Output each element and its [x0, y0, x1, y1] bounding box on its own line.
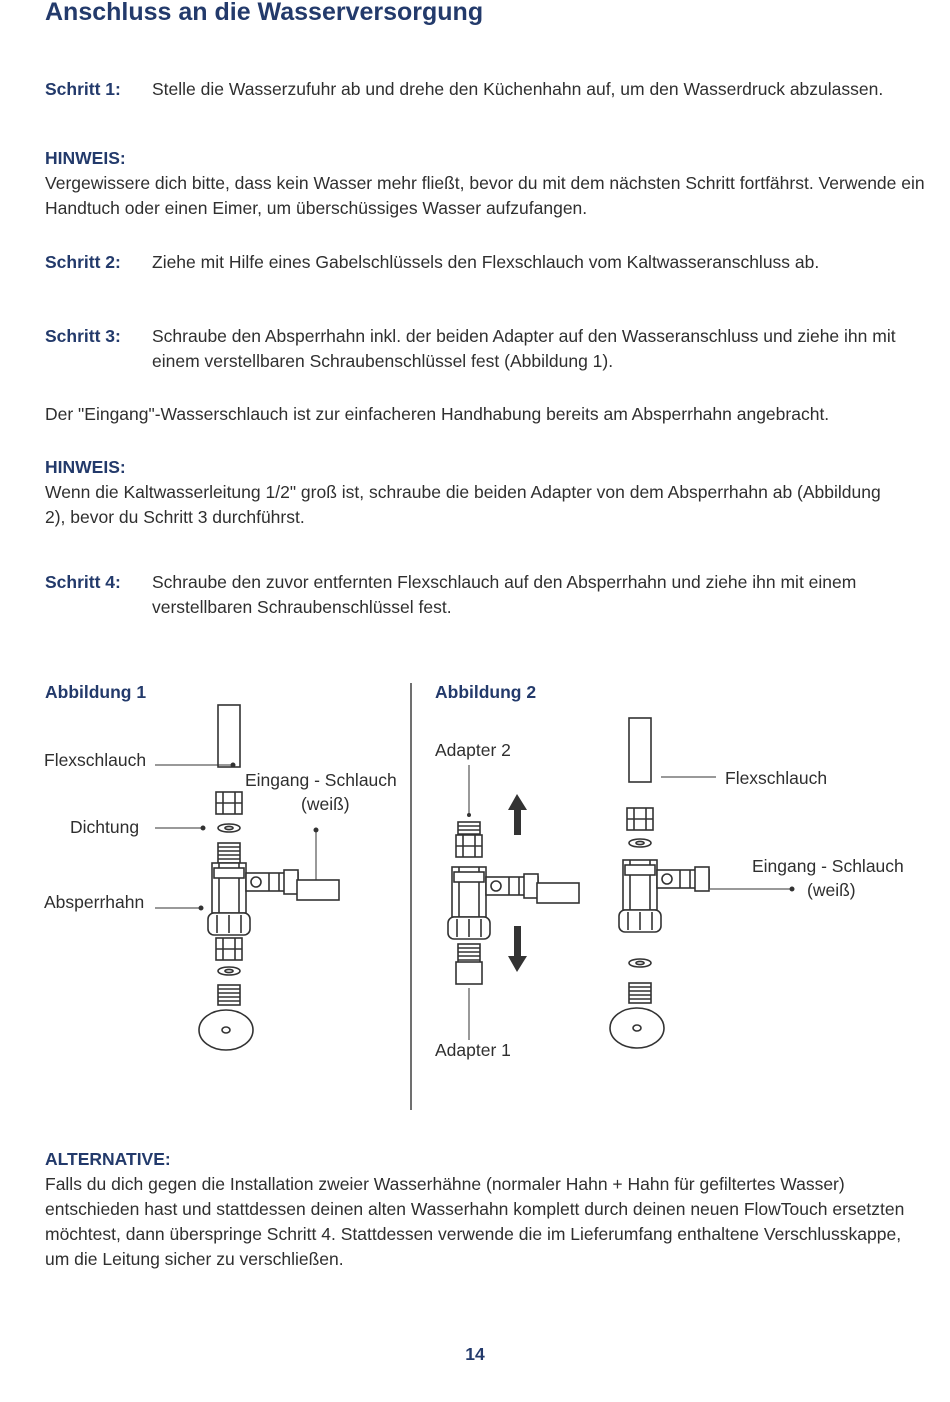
alternative-text: Falls du dich gegen die Installation zweier Wasserhähne (normaler Hahn + Hahn für gefiltertes Wasser) entschieden hast und stattdessen deinen alten Wasserhahn komplett durch deinen neuen FlowTouch ersetzten möchtest, dann überspringe Schritt 4. Stattdessen verwende die im Lieferumfang enthaltene Verschlusskappe, um die Leitung sicher zu verschließen. [45, 1174, 905, 1269]
figure-1-valve-label: Absperrhahn [44, 892, 145, 912]
figure-2-inlet-label-2: (weiß) [807, 880, 856, 900]
step-2-text: Ziehe mit Hilfe eines Gabelschlüssels den Flexschlauch vom Kaltwasseranschluss ab. [152, 252, 820, 272]
step-1-label: Schritt 1: [45, 79, 121, 99]
figure-2-assembled-drawing [610, 718, 709, 1048]
figure-1-drawing [199, 705, 339, 1050]
step-3-text: Schraube den Absperrhahn inkl. der beiden Adapter auf den Wasseranschluss und ziehe ihn mit einem verstellbaren Schraubenschlüssel fest (Abbildung 1). [152, 326, 896, 371]
figure-2-inlet-label-1: Eingang - Schlauch [752, 856, 904, 876]
step-4-label: Schritt 4: [45, 572, 121, 592]
note-2-text: Wenn die Kaltwasserleitung 1/2" groß ist, schraube die beiden Adapter von dem Absperrhahn ab (Abbildung 2), bevor du Schritt 3 durchführst. [45, 482, 881, 527]
note-1-label: HINWEIS: [45, 148, 126, 168]
figure-2-flex-label: Flexschlauch [725, 768, 828, 788]
inlet-hose-info: Der "Eingang"-Wasserschlauch ist zur einfacheren Handhabung bereits am Absperrhahn angebracht. [45, 404, 830, 424]
figure-1-seal-label: Dichtung [70, 817, 140, 837]
figure-1-flex-label: Flexschlauch [44, 750, 147, 770]
page-title: Anschluss an die Wasserversorgung [45, 0, 484, 26]
page-number: 14 [465, 1344, 485, 1364]
figure-2-adapter-2-label: Adapter 2 [435, 740, 511, 760]
note-2-label: HINWEIS: [45, 457, 126, 477]
step-1-text: Stelle die Wasserzufuhr ab und drehe den Küchenhahn auf, um den Wasserdruck abzulassen. [152, 79, 884, 99]
figure-2-adapter-1-label: Adapter 1 [435, 1040, 511, 1060]
step-3-label: Schritt 3: [45, 326, 121, 346]
step-4-text: Schraube den zuvor entfernten Flexschlauch auf den Absperrhahn und ziehe ihn mit einem verstellbaren Schraubenschlüssel fest. [152, 572, 857, 617]
figure-2-heading: Abbildung 2 [435, 682, 537, 702]
step-2-label: Schritt 2: [45, 252, 121, 272]
alternative-label: ALTERNATIVE: [45, 1149, 171, 1169]
figure-1-inlet-label-1: Eingang - Schlauch [245, 770, 397, 790]
note-1-text: Vergewissere dich bitte, dass kein Wasser mehr fließt, bevor du mit dem nächsten Schritt fortfährst. Verwende ein Handtuch oder einen Eimer, um überschüssiges Wasser aufzufangen. [45, 173, 925, 218]
figure-1-inlet-label-2: (weiß) [301, 794, 350, 814]
figure-1-heading: Abbildung 1 [45, 682, 147, 702]
